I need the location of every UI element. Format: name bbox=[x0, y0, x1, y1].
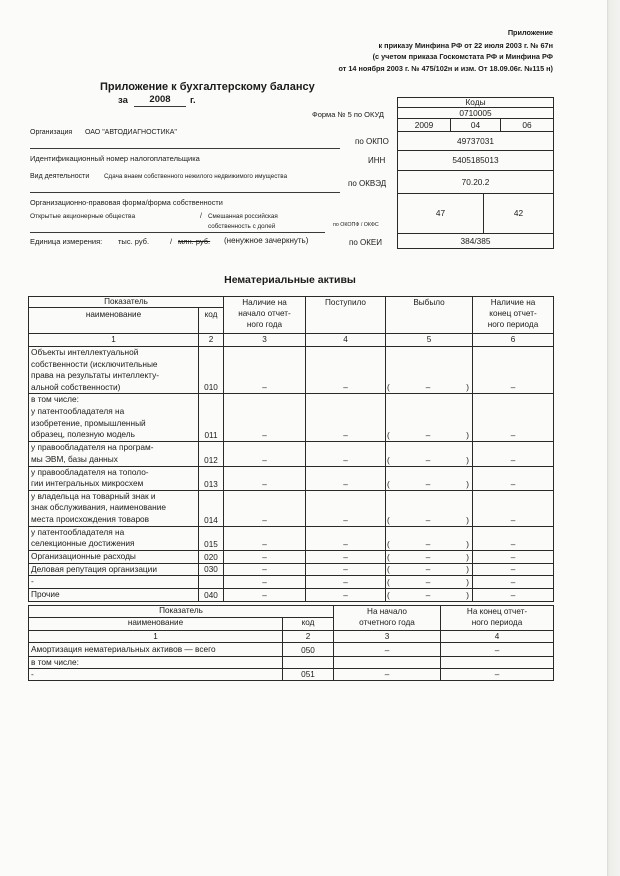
value-received: – bbox=[306, 563, 386, 576]
row-name-line: у правообладателя на програм- bbox=[31, 442, 154, 453]
value-received: – bbox=[306, 550, 386, 563]
row-code: 030 bbox=[199, 563, 224, 576]
value-disposed-wrapper bbox=[386, 540, 472, 550]
column-header-start-line: начало отчет- bbox=[238, 308, 291, 318]
value-disposed-wrapper bbox=[386, 591, 472, 601]
value-end: – bbox=[473, 576, 554, 589]
column-number: 3 bbox=[334, 631, 441, 643]
value-disposed-amount: – bbox=[425, 552, 431, 562]
bracket-open: ( bbox=[387, 552, 390, 562]
column-header-end bbox=[441, 606, 554, 631]
row-name-line: изобретение, промышленный bbox=[31, 417, 146, 428]
order-line-2: (с учетом приказа Госкомстата РФ и Минфина РФ bbox=[372, 52, 553, 61]
value-start: – bbox=[224, 576, 306, 589]
value-disposed bbox=[386, 490, 473, 526]
row-code: 050 bbox=[283, 643, 334, 657]
table-row bbox=[29, 347, 554, 394]
codes-heading: Коды bbox=[398, 98, 554, 108]
value-disposed-amount: – bbox=[425, 455, 431, 465]
value-start: – bbox=[224, 563, 306, 576]
row-code: 011 bbox=[199, 394, 224, 442]
period-suffix: г. bbox=[190, 95, 196, 106]
row-code: 020 bbox=[199, 550, 224, 563]
row-name-line: Объекты интеллектуальной bbox=[31, 347, 139, 357]
bracket-open: ( bbox=[387, 431, 390, 441]
okpo-label: по ОКПО bbox=[355, 137, 389, 146]
row-code bbox=[283, 657, 334, 669]
unit-label: Единица измерения: bbox=[30, 237, 103, 246]
code-okud: 0710005 bbox=[398, 108, 554, 119]
code-date-day: 06 bbox=[501, 119, 554, 132]
value-received: – bbox=[306, 576, 386, 589]
value-end: – bbox=[473, 588, 554, 601]
row-code: 015 bbox=[199, 526, 224, 550]
value-start: – bbox=[224, 550, 306, 563]
value-disposed-amount: – bbox=[425, 565, 431, 575]
bracket-open: ( bbox=[387, 577, 390, 587]
unit-note: (ненужное зачеркнуть) bbox=[224, 236, 309, 245]
period-prefix: за bbox=[118, 95, 128, 106]
value-disposed-amount: – bbox=[425, 539, 431, 549]
value-disposed-wrapper bbox=[386, 456, 472, 466]
row-name bbox=[29, 526, 199, 550]
value-received: – bbox=[306, 588, 386, 601]
column-number: 4 bbox=[441, 631, 554, 643]
period-year-underline bbox=[134, 106, 186, 107]
column-header-end-line: ного периода bbox=[487, 319, 539, 329]
row-name-line: Организационные расходы bbox=[31, 550, 136, 561]
unit-struck: млн. руб. bbox=[178, 237, 211, 246]
value-disposed-amount: – bbox=[425, 383, 431, 393]
bracket-open: ( bbox=[387, 479, 390, 489]
column-header-code: код bbox=[199, 308, 224, 334]
legal-form-underline bbox=[30, 232, 325, 233]
column-header-disposed: Выбыло bbox=[386, 297, 473, 334]
value-disposed-wrapper bbox=[386, 383, 472, 393]
value-received: – bbox=[306, 526, 386, 550]
value-disposed bbox=[386, 563, 473, 576]
legal-form-value: Открытые акционерные общества bbox=[30, 213, 136, 220]
row-code: 051 bbox=[283, 669, 334, 681]
value-disposed bbox=[386, 466, 473, 490]
table-row bbox=[29, 490, 554, 526]
value-disposed-wrapper bbox=[386, 516, 472, 526]
bracket-close: ) bbox=[466, 577, 469, 587]
value-disposed-wrapper bbox=[386, 480, 472, 490]
code-okopf: 47 bbox=[398, 194, 484, 234]
column-header-indicator: Показатель bbox=[29, 606, 334, 618]
column-header-start-line: Наличие на bbox=[242, 298, 287, 307]
row-name-line: у правообладателя на тополо- bbox=[31, 466, 149, 477]
code-okpo: 49737031 bbox=[398, 132, 554, 151]
table-row bbox=[29, 576, 554, 589]
document-title: Приложение к бухгалтерскому балансу bbox=[100, 81, 315, 93]
inn-label: Идентификационный номер налогоплательщика bbox=[30, 154, 200, 163]
column-number: 2 bbox=[199, 334, 224, 347]
value-disposed-wrapper bbox=[386, 553, 472, 563]
organization-label: Организация bbox=[30, 129, 73, 136]
row-name: в том числе: bbox=[29, 657, 283, 669]
value-disposed bbox=[386, 347, 473, 394]
code-date-year: 2009 bbox=[398, 119, 451, 132]
value-start: – bbox=[224, 442, 306, 466]
row-name bbox=[29, 563, 199, 576]
column-header-start-line: На начало bbox=[367, 607, 407, 616]
value-disposed-wrapper bbox=[386, 578, 472, 588]
value-end: – bbox=[473, 526, 554, 550]
value-received: – bbox=[306, 490, 386, 526]
value-end: – bbox=[473, 466, 554, 490]
value-start: – bbox=[224, 526, 306, 550]
row-name-line: в том числе: bbox=[31, 394, 79, 405]
row-name-line: образец, полезную модель bbox=[31, 429, 135, 440]
ownership-value-line-2: собственность с долей bbox=[208, 223, 276, 230]
column-header-start-line: отчетного года bbox=[359, 617, 415, 627]
unit-selected: тыс. руб. bbox=[118, 237, 150, 246]
row-name: Амортизация нематериальных активов — всего bbox=[29, 643, 283, 657]
column-header-code: код bbox=[283, 618, 334, 631]
okei-label: по ОКЕИ bbox=[349, 238, 382, 247]
column-number: 3 bbox=[224, 334, 306, 347]
table-row bbox=[29, 550, 554, 563]
okud-label: Форма № 5 по ОКУД bbox=[312, 110, 384, 119]
value-start: – bbox=[334, 669, 441, 681]
value-disposed-amount: – bbox=[425, 590, 431, 600]
codes-table bbox=[397, 97, 554, 249]
value-start: – bbox=[334, 643, 441, 657]
table-row bbox=[29, 394, 554, 442]
code-okved: 70.20.2 bbox=[398, 171, 554, 194]
row-name: - bbox=[29, 669, 283, 681]
column-number: 6 bbox=[473, 334, 554, 347]
code-okfs: 42 bbox=[484, 194, 554, 234]
column-number: 2 bbox=[283, 631, 334, 643]
value-end: – bbox=[473, 394, 554, 442]
column-header-start bbox=[334, 606, 441, 631]
code-date-month: 04 bbox=[451, 119, 501, 132]
column-header-end bbox=[473, 297, 554, 334]
value-disposed bbox=[386, 526, 473, 550]
row-name bbox=[29, 490, 199, 526]
row-code: 012 bbox=[199, 442, 224, 466]
value-end: – bbox=[473, 550, 554, 563]
row-name-line: - bbox=[31, 576, 34, 587]
row-name bbox=[29, 394, 199, 442]
okved-label: по ОКВЭД bbox=[348, 179, 387, 188]
intangible-assets-table bbox=[28, 296, 554, 602]
row-name bbox=[29, 588, 199, 601]
row-code: 014 bbox=[199, 490, 224, 526]
bracket-open: ( bbox=[387, 455, 390, 465]
column-header-name: наименование bbox=[29, 618, 283, 631]
bracket-close: ) bbox=[466, 565, 469, 575]
value-start: – bbox=[224, 394, 306, 442]
bracket-close: ) bbox=[466, 552, 469, 562]
value-received: – bbox=[306, 394, 386, 442]
row-name bbox=[29, 576, 199, 589]
table-row bbox=[29, 657, 554, 669]
row-name bbox=[29, 442, 199, 466]
value-end: – bbox=[441, 669, 554, 681]
column-number: 4 bbox=[306, 334, 386, 347]
row-name-line: селекционные достижения bbox=[31, 538, 135, 549]
unit-separator: / bbox=[170, 237, 173, 246]
value-start: – bbox=[224, 466, 306, 490]
bracket-close: ) bbox=[466, 431, 469, 441]
table-row bbox=[29, 669, 554, 681]
bracket-close: ) bbox=[466, 539, 469, 549]
value-disposed-amount: – bbox=[425, 577, 431, 587]
value-start: – bbox=[224, 490, 306, 526]
organization-underline bbox=[30, 148, 340, 149]
value-end: – bbox=[473, 347, 554, 394]
row-name-line: права на результаты интеллекту- bbox=[31, 370, 159, 381]
value-received: – bbox=[306, 347, 386, 394]
bracket-close: ) bbox=[466, 455, 469, 465]
value-disposed-amount: – bbox=[425, 479, 431, 489]
code-inn: 5405185013 bbox=[398, 151, 554, 171]
column-header-end-line: конец отчет- bbox=[489, 308, 537, 318]
value-disposed bbox=[386, 442, 473, 466]
row-code: 040 bbox=[199, 588, 224, 601]
appendix-label: Приложение bbox=[507, 28, 553, 37]
bracket-close: ) bbox=[466, 383, 469, 393]
bracket-open: ( bbox=[387, 539, 390, 549]
row-name bbox=[29, 550, 199, 563]
value-disposed-amount: – bbox=[425, 515, 431, 525]
value-disposed-amount: – bbox=[425, 431, 431, 441]
table-row bbox=[29, 526, 554, 550]
activity-label: Вид деятельности bbox=[30, 173, 90, 180]
column-header-name: наименование bbox=[29, 308, 199, 334]
value-start bbox=[334, 657, 441, 669]
row-code bbox=[199, 576, 224, 589]
value-received: – bbox=[306, 442, 386, 466]
column-header-indicator: Показатель bbox=[29, 297, 224, 308]
value-start: – bbox=[224, 588, 306, 601]
row-name bbox=[29, 466, 199, 490]
column-header-end-line: ного периода bbox=[471, 617, 523, 627]
row-name-line: у патентообладателя на bbox=[31, 526, 125, 537]
column-number: 1 bbox=[29, 334, 199, 347]
section-title: Нематериальные активы bbox=[224, 274, 356, 286]
table-row bbox=[29, 588, 554, 601]
period-year: 2008 bbox=[149, 94, 171, 105]
row-name-line: у патентообладателя на bbox=[31, 405, 125, 416]
row-code: 013 bbox=[199, 466, 224, 490]
row-name-line: у владельца на товарный знак и bbox=[31, 490, 156, 501]
okopf-okfs-label: по ОКОПФ / ОКФС bbox=[333, 222, 379, 228]
bracket-open: ( bbox=[387, 515, 390, 525]
table-row bbox=[29, 466, 554, 490]
order-line-1: к приказу Минфина РФ от 22 июля 2003 г. № 67н bbox=[378, 41, 553, 50]
column-header-end-line: Наличие на bbox=[490, 298, 536, 307]
inn-code-label: ИНН bbox=[368, 156, 386, 165]
value-disposed-wrapper bbox=[386, 431, 472, 441]
column-header-start-line: ного года bbox=[246, 319, 283, 329]
row-name-line: Деловая репутация организации bbox=[31, 563, 157, 574]
page-edge-shadow bbox=[607, 0, 620, 876]
value-end bbox=[441, 657, 554, 669]
bracket-close: ) bbox=[466, 590, 469, 600]
row-name bbox=[29, 347, 199, 394]
row-code: 010 bbox=[199, 347, 224, 394]
table-row bbox=[29, 442, 554, 466]
row-name-line: знак обслуживания, наименование bbox=[31, 502, 166, 513]
activity-value: Сдача внаем собственного нежилого недвижимого имущества bbox=[104, 173, 288, 180]
value-end: – bbox=[473, 563, 554, 576]
value-disposed bbox=[386, 394, 473, 442]
value-start: – bbox=[224, 347, 306, 394]
value-end: – bbox=[473, 490, 554, 526]
bracket-close: ) bbox=[466, 515, 469, 525]
table-row bbox=[29, 563, 554, 576]
column-header-end-line: На конец отчет- bbox=[466, 607, 528, 616]
bracket-open: ( bbox=[387, 383, 390, 393]
table-row bbox=[29, 643, 554, 657]
row-name-line: мы ЭВМ, базы данных bbox=[31, 453, 118, 464]
amortization-table bbox=[28, 605, 554, 681]
legal-form-label: Организационно-правовая форма/форма собственности bbox=[30, 198, 223, 207]
order-line-3: от 14 ноября 2003 г. № 475/102н и изм. От 18.09.06г. №115 н) bbox=[338, 64, 553, 73]
column-header-received: Поступило bbox=[306, 297, 386, 334]
legal-form-separator: / bbox=[200, 213, 202, 220]
column-number: 1 bbox=[29, 631, 283, 643]
code-okei: 384/385 bbox=[398, 234, 554, 249]
value-disposed bbox=[386, 576, 473, 589]
value-disposed bbox=[386, 550, 473, 563]
row-name-line: гии интегральных микросхем bbox=[31, 478, 144, 489]
value-disposed-wrapper bbox=[386, 565, 472, 575]
row-name-line: альной собственности) bbox=[31, 381, 121, 392]
organization-name: ОАО "АВТОДИАГНОСТИКА" bbox=[85, 129, 177, 136]
value-end: – bbox=[441, 643, 554, 657]
value-received: – bbox=[306, 466, 386, 490]
bracket-open: ( bbox=[387, 565, 390, 575]
value-disposed bbox=[386, 588, 473, 601]
bracket-close: ) bbox=[466, 479, 469, 489]
bracket-open: ( bbox=[387, 590, 390, 600]
row-name-line: собственности (исключительные bbox=[31, 358, 158, 369]
row-name-line: места происхождения товаров bbox=[31, 513, 150, 524]
column-number: 5 bbox=[386, 334, 473, 347]
value-end: – bbox=[473, 442, 554, 466]
activity-underline bbox=[30, 192, 340, 193]
column-header-start bbox=[224, 297, 306, 334]
ownership-value-line-1: Смешанная российская bbox=[208, 213, 278, 220]
row-name-line: Прочие bbox=[31, 588, 60, 599]
